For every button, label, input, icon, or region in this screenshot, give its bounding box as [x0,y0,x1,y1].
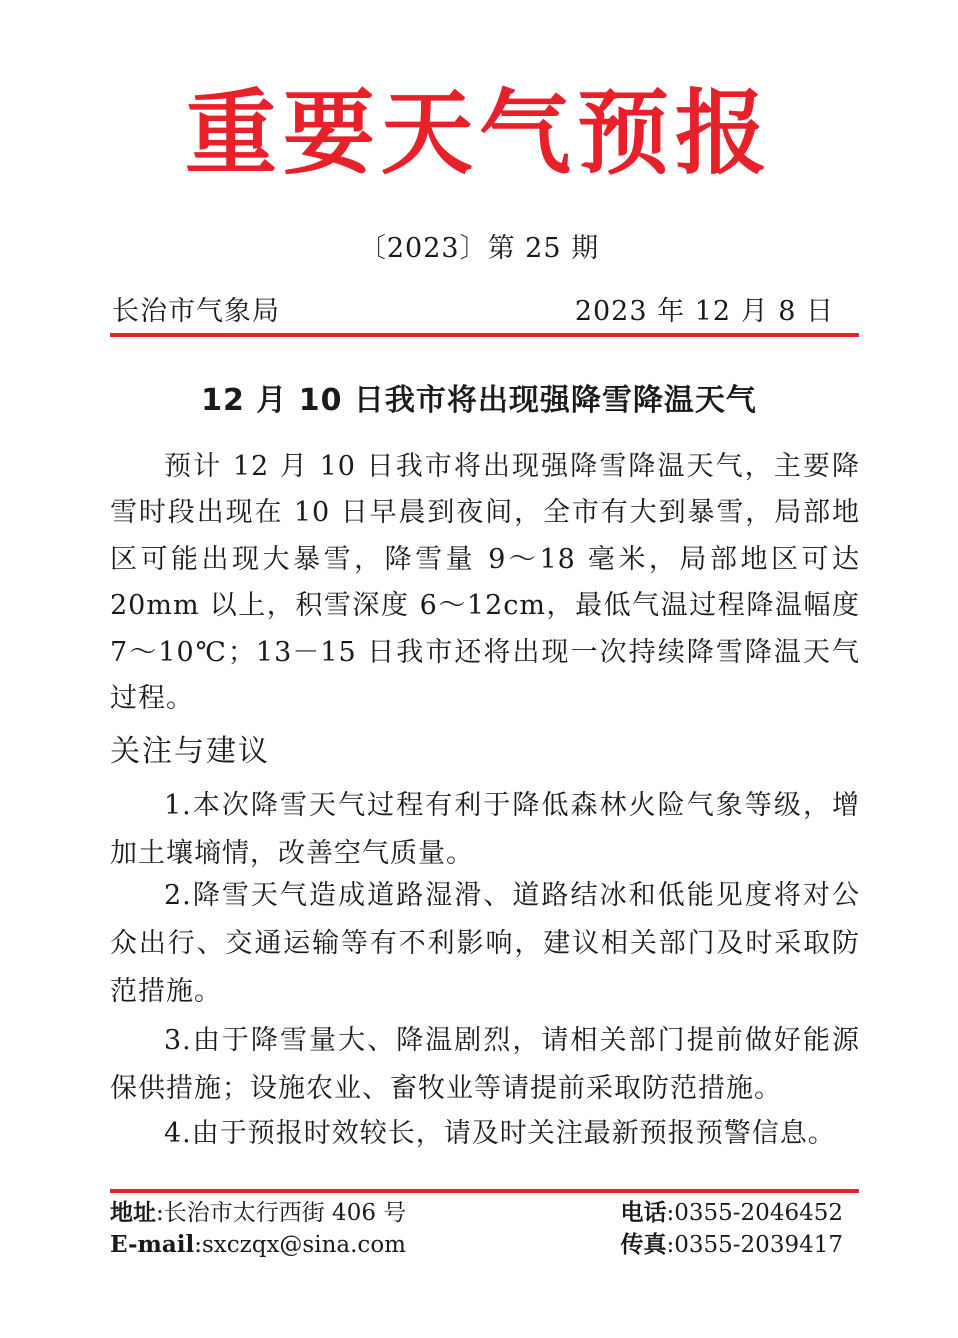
issue-date: 2023 年 12 月 8 日 [574,296,834,327]
advice-item: 2.降雪天气造成道路湿滑、道路结冰和低能见度将对公众出行、交通运输等有不利影响，建议相关部门及时采取防范措施。 [110,880,860,1007]
issue-number: 〔2023〕第 25 期 [358,233,600,264]
advice-item: 1.本次降雪天气过程有利于降低森林火险气象等级，增加土壤墒情，改善空气质量。 [110,790,860,869]
advice-item: 3.由于降雪量大、降温剧烈，请相关部门提前做好能源保供措施；设施农业、畜牧业等请提前采取防范措施。 [110,1025,860,1104]
issuing-agency: 长治市气象局 [112,296,280,327]
address-label: 地址 [110,1199,156,1226]
footer-phone [621,1197,844,1229]
phone-value: :0355-2046452 [666,1200,843,1226]
email-label: E-mail [110,1231,195,1258]
fax-value: :0355-2039417 [666,1232,843,1258]
advice-section-title: 关注与建议 [110,734,270,769]
email-value: :sxczqx@sina.com [194,1232,406,1258]
footer-email [110,1229,406,1261]
phone-label: 电话 [620,1199,667,1226]
footer-divider [110,1189,859,1193]
article-headline: 12 月 10 日我市将出现强降雪降温天气 [201,383,757,418]
fax-label: 传真 [620,1231,667,1258]
masthead-title: 重要天气预报 [184,80,773,187]
header-divider [110,333,859,337]
footer-address [110,1197,406,1229]
advice-item: 4.由于预报时效较长，请及时关注最新预报预警信息。 [164,1118,836,1149]
footer-fax [621,1229,844,1261]
forecast-paragraph: 预计 12 月 10 日我市将出现强降雪降温天气，主要降雪时段出现在 10 日早晨到夜间，全市有大到暴雪，局部地区可能出现大暴雪，降雪量 9～18 毫米，局部地区可达 20mm 以上，积雪深度 6～12cm，最低气温过程降温幅度 7～10℃；13－15 日我市还将出现一次持续降雪降温天气过程。 [110,451,860,715]
address-value: :长治市太行西街 406 号 [156,1200,407,1226]
